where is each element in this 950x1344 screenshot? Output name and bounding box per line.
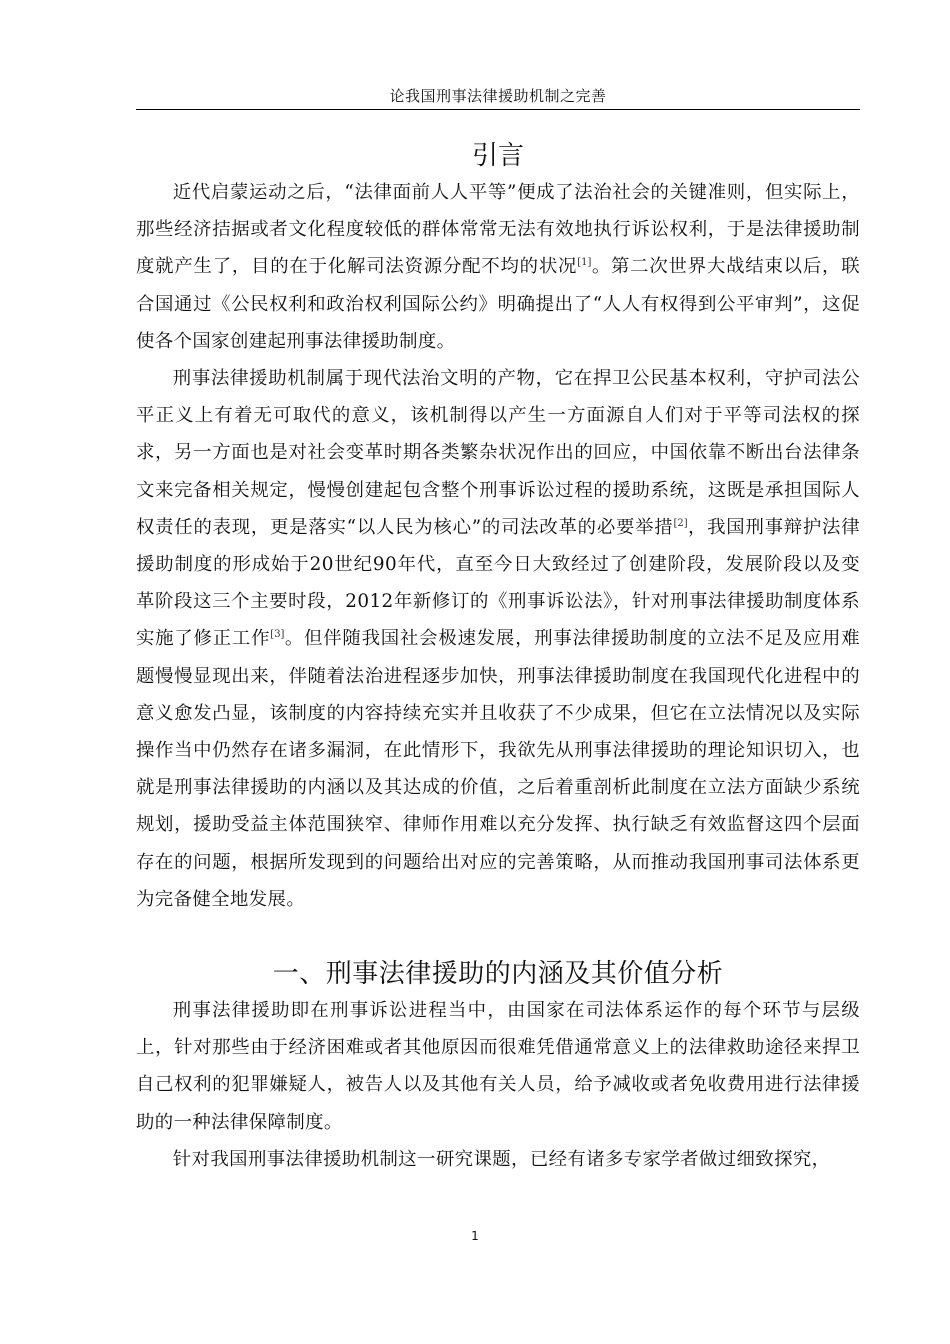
section-paragraph <box>136 992 860 1141</box>
body-content <box>136 138 860 1178</box>
running-header: 论我国刑事法律援助机制之完善 <box>389 87 607 105</box>
paragraph-text: 针对我国刑事法律援助机制这一研究课题，已经有诸多专家学者做过细致探究， <box>172 1148 831 1170</box>
section-paragraph <box>136 1141 860 1178</box>
citation-marker[interactable]: [1] <box>577 257 592 269</box>
intro-heading: 引言 <box>471 141 524 171</box>
intro-paragraph <box>136 174 860 360</box>
paragraph-text: 刑事法律援助即在刑事诉讼进程当中，由国家在司法体系运作的每个环节与层级上，针对那些由于经济困难或者其他原因而很难凭借通常意义上的法律救助途径来捍卫自己权利的犯罪嫌疑人，被告人以及其他有关人员，给予减收或者免收费用进行法律援助的一种法律保障制度。 <box>136 1000 860 1133</box>
paragraph-text: 。但伴随我国社会极速发展，刑事法律援助制度的立法不足及应用难题慢慢显现出来，伴随着法治进程逐步加快，刑事法律援助制度在我国现代化进程中的意义愈发凸显，该制度的内容持续充实并且收获了不少成果，但它在立法情况以及实际操作当中仍然存在诸多漏洞，在此情形下，我欲先从刑事法律援助的理论知识切入，也就是刑事法律援助的内涵以及其达成的价值，之后着重剖析此制度在立法方面缺少系统规划，援助受益主体范围狭窄、律师作用难以充分发挥、执行缺乏有效监督这四个层面存在的问题，根据所发现到的问题给出对应的完善策略，从而推动我国刑事司法体系更为完备健全地发展。 <box>136 628 860 910</box>
paragraph-text: 。第二次世界大战结束以后，联合国通过《公民权利和政治权利国际公约》明确提出了“人人有权得到公平审判”，这促使各个国家创建起刑事法律援助制度。 <box>136 256 861 352</box>
section-heading: 一、刑事法律援助的内涵及其价值分析 <box>272 959 724 990</box>
header-rule <box>136 109 860 110</box>
citation-marker[interactable]: [3] <box>270 629 285 641</box>
page-number: 1 <box>471 1229 479 1243</box>
intro-paragraph <box>136 360 860 918</box>
paragraph-text: 近代启蒙运动之后，“法律面前人人平等”便成了法治社会的关键准则，但实际上，那些经济拮据或者文化程度较低的群体常常无法有效地执行诉讼权利，于是法律援助制度就产生了，目的在于化解司法资源分配不均的状况 <box>136 182 860 278</box>
citation-marker[interactable]: [2] <box>673 517 688 529</box>
paragraph-text: ，我国刑事辩护法律援助制度的形成始于20世纪90年代，直至今日大致经过了创建阶段，发展阶段以及变革阶段这三个主要时段，2012年新修订的《刑事诉讼法》，针对刑事法律援助制度体系实施了修正工作 <box>136 516 860 650</box>
paragraph-text: 刑事法律援助机制属于现代法治文明的产物，它在捍卫公民基本权利，守护司法公平正义上有着无可取代的意义，该机制得以产生一方面源自人们对于平等司法权的探求，另一方面也是对社会变革时期各类繁杂状况作出的回应，中国依靠不断出台法律条文来完备相关规定，慢慢创建起包含整个刑事诉讼过程的援助系统，这既是承担国际人权责任的表现，更是落实“以人民为核心”的司法改革的必要举措 <box>136 368 860 538</box>
